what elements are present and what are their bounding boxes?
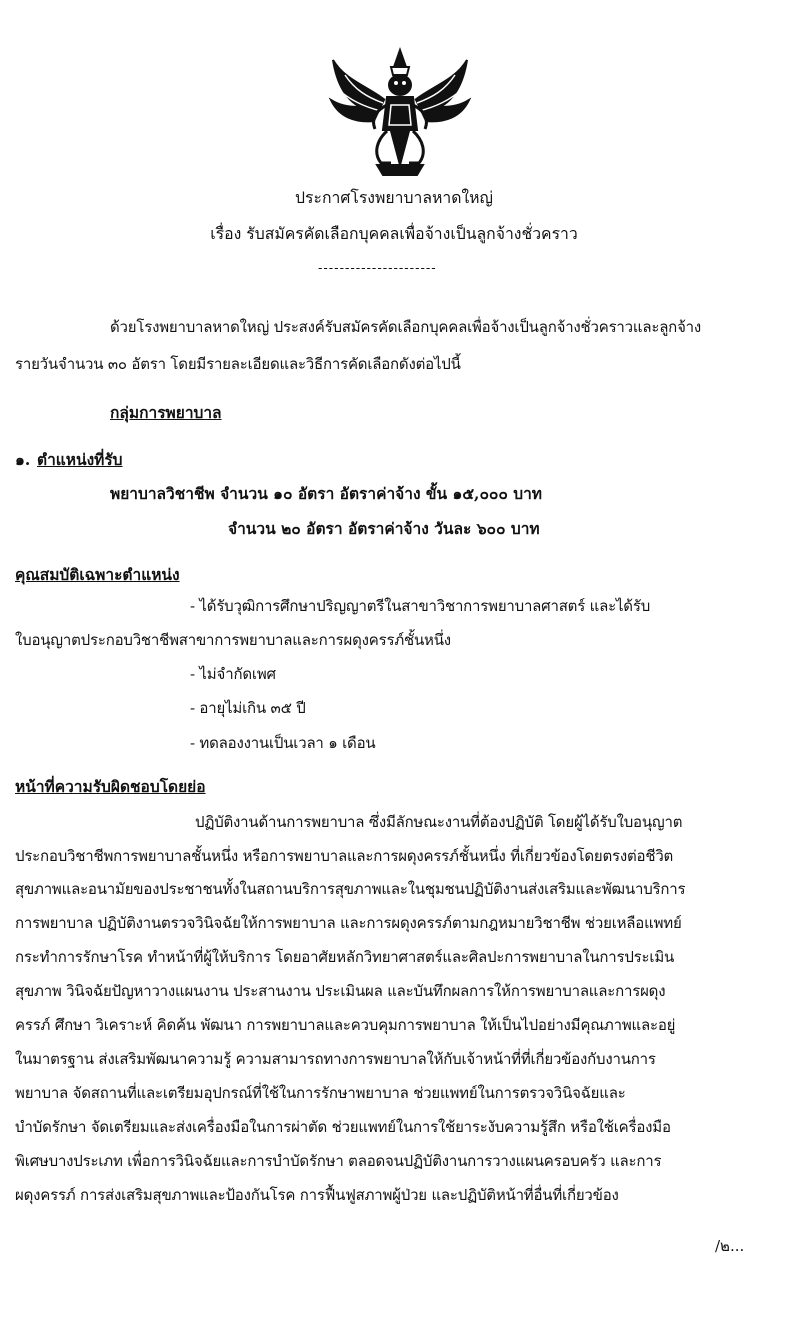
duties-line: บำบัดรักษา จัดเตรียมและส่งเครื่องมือในการผ่าตัด ช่วยแพทย์ในการใช้ยาระงับความรู้สึก หรือใช้เครื่องมือ: [15, 1118, 671, 1136]
qualification-item-3: - อายุไม่เกิน ๓๕ ปี: [190, 699, 306, 717]
duties-line: ปฏิบัติงานด้านการพยาบาล ซึ่งมีลักษณะงานที่ต้องปฏิบัติ โดยผู้ได้รับใบอนุญาต: [195, 813, 683, 831]
positions-heading: ตำแหน่งที่รับ: [37, 450, 123, 469]
qualification-item-1: - ได้รับวุฒิการศึกษาปริญญาตรีในสาขาวิชาการพยาบาลศาสตร์ และได้รับ: [190, 597, 651, 615]
duties-heading: หน้าที่ความรับผิดชอบโดยย่อ: [15, 777, 206, 796]
page-title: ประกาศโรงพยาบาลหาดใหญ่: [295, 188, 493, 207]
duties-line: สุขภาพและอนามัยของประชาชนทั้งในสถานบริการสุขภาพและในชุมชนปฏิบัติงานส่งเสริมและพัฒนาบริการ: [15, 880, 686, 898]
qualification-item-2: - ไม่จำกัดเพศ: [190, 665, 276, 683]
position-row-2: จำนวน ๒๐ อัตรา อัตราค่าจ้าง วันละ ๖๐๐ บาท: [228, 519, 540, 538]
duties-line: การพยาบาล ปฏิบัติงานตรวจวินิจฉัยให้การพยาบาล และการผดุงครรภ์ตามกฎหมายวิชาชีพ ช่วยเหลือแพทย์: [15, 914, 682, 932]
intro-line-2: รายวันจำนวน ๓๐ อัตรา โดยมีรายละเอียดและวิธีการคัดเลือกดังต่อไปนี้: [15, 355, 461, 373]
duties-line: พิเศษบางประเภท เพื่อการวินิจฉัยและการบำบัดรักษา ตลอดจนปฏิบัติงานการวางแผนครอบครัว และการ: [15, 1152, 662, 1170]
qualifications-heading: คุณสมบัติเฉพาะตำแหน่ง: [15, 565, 180, 584]
position-row-1: พยาบาลวิชาชีพ จำนวน ๑๐ อัตรา อัตราค่าจ้าง ขั้น ๑๕,๐๐๐ บาท: [110, 484, 542, 503]
duties-line: พยาบาล จัดสถานที่และเตรียมอุปกรณ์ที่ใช้ในการรักษาพยาบาล ช่วยแพทย์ในการตรวจวินิจฉัยและ: [15, 1084, 626, 1102]
intro-line-1: ด้วยโรงพยาบาลหาดใหญ่ ประสงค์รับสมัครคัดเลือกบุคคลเพื่อจ้างเป็นลูกจ้างชั่วคราวและลูกจ้าง: [110, 318, 702, 336]
duties-line: ครรภ์ ศึกษา วิเคราะห์ คิดค้น พัฒนา การพยาบาลและควบคุมการพยาบาล ให้เป็นไปอย่างมีคุณภาพและอยู่: [15, 1016, 676, 1034]
qualification-item-4: - ทดลองงานเป็นเวลา ๑ เดือน: [190, 734, 376, 752]
positions-number: ๑.: [15, 450, 31, 469]
duties-line: สุขภาพ วินิจฉัยปัญหาวางแผนงาน ประสานงาน ประเมินผล และบันทึกผลการให้การพยาบาลและการผดุง: [15, 982, 666, 1000]
qualification-item-1-cont: ใบอนุญาตประกอบวิชาชีพสาขาการพยาบาลและการผดุงครรภ์ชั้นหนึ่ง: [15, 631, 451, 649]
header-divider: ----------------------: [318, 261, 437, 276]
subject-line: เรื่อง รับสมัครคัดเลือกบุคคลเพื่อจ้างเป็นลูกจ้างชั่วคราว: [210, 224, 578, 243]
group-heading: กลุ่มการพยาบาล: [110, 403, 222, 422]
duties-line: ในมาตรฐาน ส่งเสริมพัฒนาความรู้ ความสามารถทางการพยาบาลให้กับเจ้าหน้าที่ที่เกี่ยวข้องกับงานการ: [15, 1050, 656, 1068]
duties-line: กระทำการรักษาโรค ทำหน้าที่ผู้ให้บริการ โดยอาศัยหลักวิทยาศาสตร์และศิลปะการพยาบาลในการประเมิน: [15, 948, 675, 966]
duties-line: ผดุงครรภ์ การส่งเสริมสุขภาพและป้องกันโรค การฟื้นฟูสภาพผู้ป่วย และปฏิบัติหน้าที่อื่นที่เกี่ยวข้อง: [15, 1186, 619, 1204]
duties-line: ประกอบวิชาชีพการพยาบาลชั้นหนึ่ง หรือการพยาบาลและการผดุงครรภ์ชั้นหนึ่ง ที่เกี่ยวข้องโดยตรงต่อชีวิต: [15, 847, 674, 865]
page-marker: /๒...: [715, 1237, 745, 1255]
garuda-emblem-icon: [325, 45, 475, 180]
